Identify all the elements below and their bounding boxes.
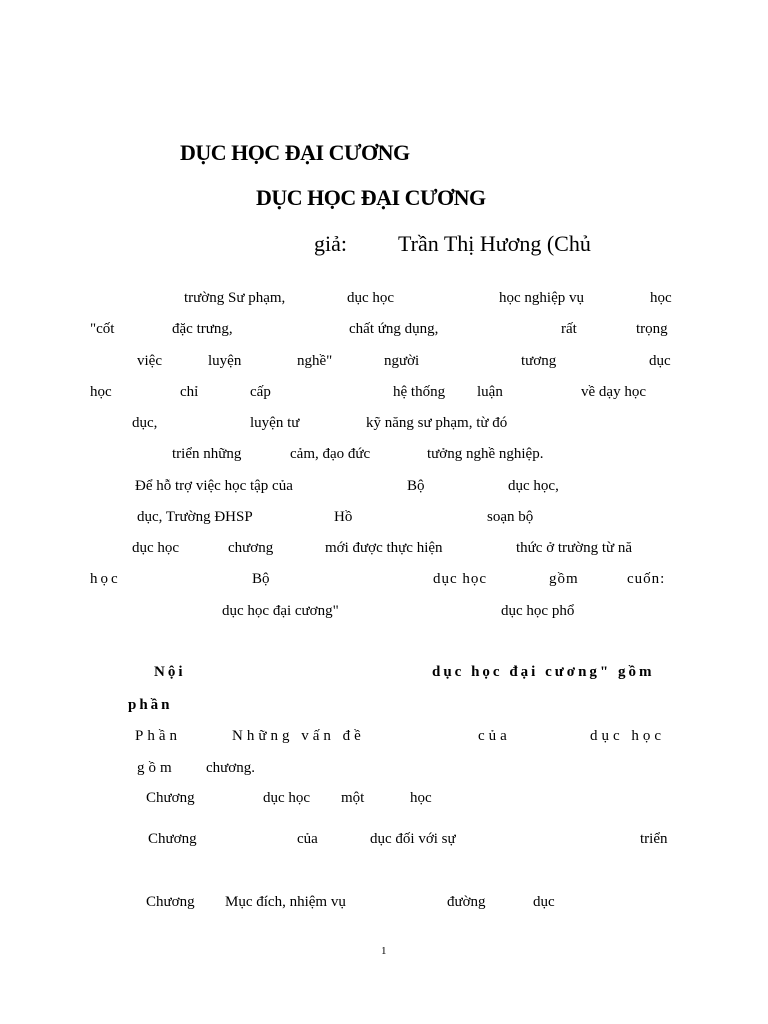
word: một [341,790,365,806]
section-heading-start: Nội [154,664,186,680]
word: dục [649,353,671,369]
word: dục đối với sự [370,831,456,847]
word: về dạy học [581,384,646,400]
word: dục học [590,728,666,744]
word: dục học [347,290,395,306]
word: Bộ [407,478,425,494]
title-line-1: DỤC HỌC ĐẠI CƯƠNG [180,140,410,165]
word: Hồ [334,509,353,525]
word: chương [228,540,274,556]
word: triển những [172,446,242,462]
word: Để hỗ trợ việc học tập của [135,478,293,494]
word: dục [533,894,555,910]
author-label: giả: [314,231,347,256]
word: học [90,571,121,587]
word: dục, [132,415,158,431]
word: luyện [208,353,242,369]
word: cấp [250,384,271,400]
word: tương [521,353,557,369]
word: gồm [137,760,176,776]
word: dục học phổ [501,603,575,619]
word: thức ở trường từ nă [516,540,633,556]
word: dục học đại cương" [222,603,339,619]
word: học nghiệp vụ [499,290,584,306]
word: Phần [135,728,181,744]
page-number: 1 [381,945,387,957]
word: "cốt [90,321,115,337]
chapter-label: Chương [146,790,195,806]
word: của [297,831,318,847]
word: dục học [263,790,311,806]
word: dục học [132,540,180,556]
word: chương. [206,760,255,776]
word: Những vấn đề [232,728,365,744]
word: luận [477,384,503,400]
word: cuốn: [627,571,666,587]
word: của [478,728,511,744]
word: gồm [549,571,579,587]
word: mới được thực hiện [325,540,443,556]
word: dục học [433,571,488,587]
word: hệ thống [393,384,446,400]
word: trường Sư phạm, [184,290,286,306]
word: trọng [636,321,668,337]
word: cảm, đạo đức [290,446,371,462]
word: học [410,790,432,806]
section-heading-main: dục học đại cương" gồm [432,664,655,680]
word: tưởng nghề nghiệp. [427,446,544,462]
title-line-2: DỤC HỌC ĐẠI CƯƠNG [256,185,486,210]
word: rất [561,321,577,337]
word: người [384,353,420,369]
word: kỹ năng sư phạm, từ đó [366,415,508,431]
word: nghề" [297,353,333,369]
word: học [650,290,672,306]
word: việc [137,353,162,369]
word: dục, Trường ĐHSP [137,509,253,525]
word: học [90,384,112,400]
word: đường [447,894,486,910]
chapter-label: Chương [148,831,197,847]
word: chỉ [180,384,199,400]
word: Bộ [252,571,270,587]
word: đặc trưng, [172,321,233,337]
word: dục học, [508,478,559,494]
word: soạn bộ [487,509,534,525]
word: triển [640,831,668,847]
word: chất ứng dụng, [349,321,439,337]
chapter-label: Chương [146,894,195,910]
author-name: Trần Thị Hương (Chủ [398,231,591,256]
word: Mục đích, nhiệm vụ [225,894,346,910]
section-heading-end: phần [128,697,173,713]
word: luyện tư [250,415,300,431]
